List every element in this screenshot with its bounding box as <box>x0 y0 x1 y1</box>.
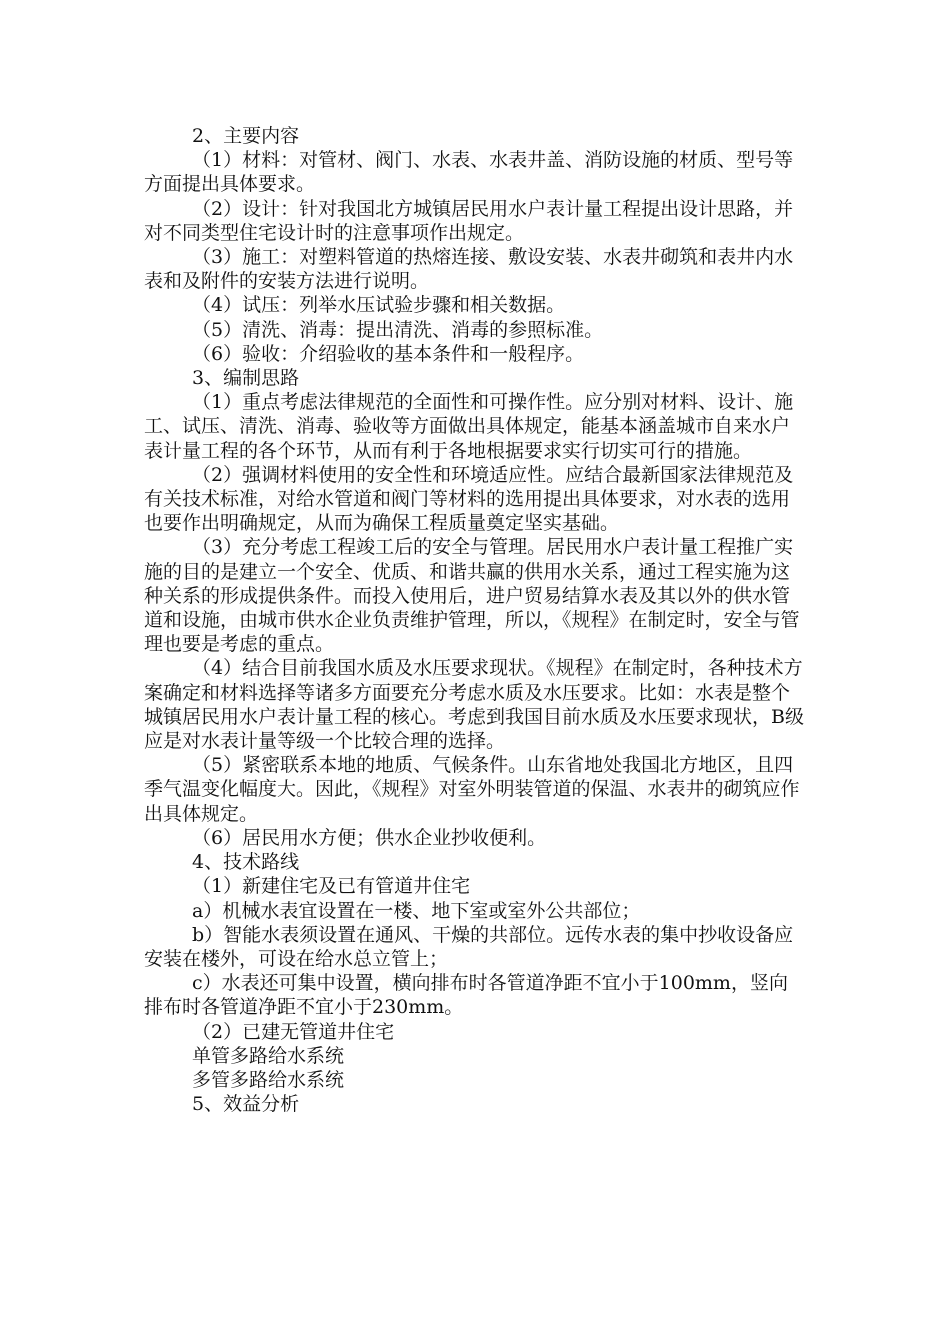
paragraph-route-1a: a）机械水表宜设置在一楼、地下室或室外公共部位； <box>192 899 641 922</box>
paragraph-route-1c: c）水表还可集中设置，横向排布时各管道净距不宜小于100mm，竖向排布时各管道净距不宜小于230mm。 <box>144 972 788 1019</box>
paragraph-compilation-5: （5）紧密联系本地的地质、气候条件。山东省地处我国北方地区，且四季气温变化幅度大。因此，《规程》对室外明装管道的保温、水表井的砌筑应作出具体规定。 <box>144 754 800 825</box>
paragraph-design: （2）设计：针对我国北方城镇居民用水户表计量工程提出设计思路，并对不同类型住宅设计时的注意事项作出规定。 <box>144 197 794 244</box>
paragraph-acceptance: （6）验收：介绍验收的基本条件和一般程序。 <box>192 342 585 365</box>
paragraph-compilation-1: （1）重点考虑法律规范的全面性和可操作性。应分别对材料、设计、施工、试压、清洗、消毒、验收等方面做出具体规定，能基本涵盖城市自来水户表计量工程的各个环节，从而有利于各地根据要求实行切实可行的措施。 <box>144 391 794 462</box>
paragraph-pressure-test: （4）试压：列举水压试验步骤和相关数据。 <box>192 294 566 317</box>
section-heading-technical-route: 4、技术路线 <box>192 851 300 874</box>
paragraph-route-1: （1）新建住宅及已有管道井住宅 <box>192 875 471 898</box>
paragraph-compilation-2: （2）强调材料使用的安全性和环境适应性。应结合最新国家法律规范及有关技术标准，对给水管道和阀门等材料的选用提出具体要求，对水表的选用也要作出明确规定，从而为确保工程质量奠定坚实基础。 <box>144 463 794 535</box>
section-heading-compilation: 3、编制思路 <box>192 367 300 390</box>
paragraph-compilation-3: （3）充分考虑工程竣工后的安全与管理。居民用水户表计量工程推广实施的目的是建立一个安全、优质、和谐共赢的供用水关系，通过工程实施为这种关系的形成提供条件。而投入使用后，进户贸易结算水表及其以外的供水管道和设施，由城市供水企业负责维护管理，所以，《规程》在制定时，安全与管理也要是考虑的重点。 <box>144 536 800 656</box>
paragraph-cleaning: （5）清洗、消毒：提出清洗、消毒的参照标准。 <box>192 318 604 341</box>
paragraph-single-pipe-system: 单管多路给水系统 <box>192 1044 345 1067</box>
paragraph-route-1b: b）智能水表须设置在通风、干燥的共部位。远传水表的集中抄收设备应安装在楼外，可设在给水总立管上； <box>144 923 794 970</box>
section-heading-benefit-analysis: 5、效益分析 <box>192 1093 300 1116</box>
paragraph-materials: （1）材料：对管材、阀门、水表、水表井盖、消防设施的材质、型号等方面提出具体要求。 <box>144 149 794 196</box>
paragraph-compilation-4: （4）结合目前我国水质及水压要求现状。《规程》在制定时，各种技术方案确定和材料选择等诸多方面要充分考虑水质及水压要求。比如：水表是整个城镇居民用水户表计量工程的核心。考虑到我国目前水质及水压要求现状，B级应是对水表计量等级一个比较合理的选择。 <box>144 657 804 753</box>
paragraph-compilation-6: （6）居民用水方便；供水企业抄收便利。 <box>192 826 547 849</box>
paragraph-route-2: （2）已建无管道井住宅 <box>192 1020 395 1043</box>
document-body <box>144 124 804 1116</box>
section-heading-main-content: 2、主要内容 <box>192 125 300 147</box>
paragraph-construction: （3）施工：对塑料管道的热熔连接、敷设安装、水表井砌筑和表井内水表和及附件的安装方法进行说明。 <box>144 246 794 293</box>
paragraph-multi-pipe-system: 多管多路给水系统 <box>192 1068 345 1091</box>
